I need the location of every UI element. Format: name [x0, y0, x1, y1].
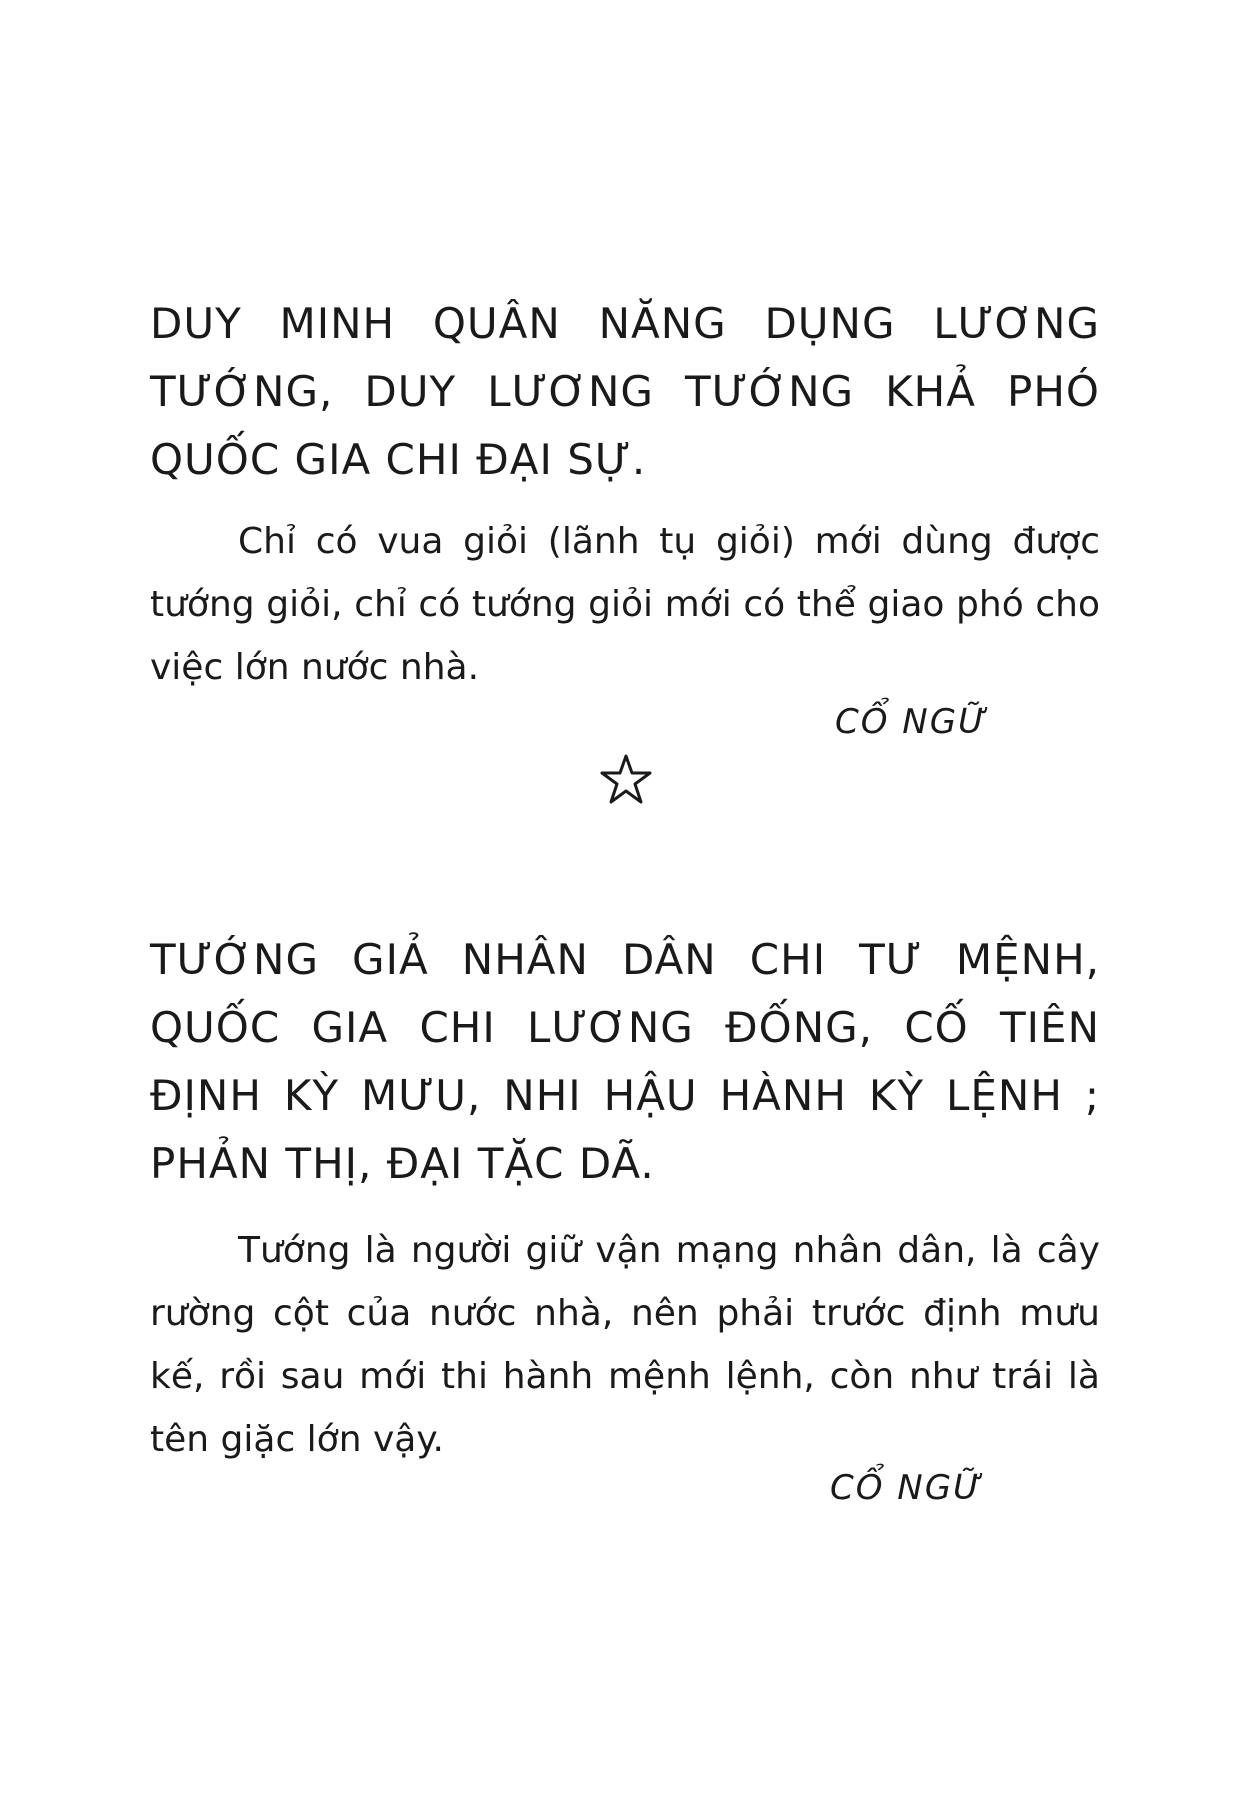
- translation-text: Chỉ có vua giỏi (lãnh tụ giỏi) mới dùng được tướng giỏi, chỉ có tướng giỏi mới có thể giao phó cho việc lớn nước nhà.: [150, 521, 1100, 688]
- source-attribution: CỔ NGỮ: [830, 1468, 984, 1508]
- quote-text: DUY MINH QUÂN NĂNG DỤNG LƯƠNG TƯỚNG, DUY LƯƠNG TƯỚNG KHẢ PHÓ QUỐC GIA CHI ĐẠI SỰ.: [150, 299, 1100, 484]
- translation-text: Tướng là người giữ vận mạng nhân dân, là cây rường cột của nước nhà, nên phải trước định mưu kế, rồi sau mới thi hành mệnh lệnh, còn như trái là tên giặc lớn vậy.: [150, 1230, 1100, 1460]
- source-attribution: CỔ NGỮ: [835, 702, 989, 742]
- quote-text: TƯỚNG GIẢ NHÂN DÂN CHI TƯ MỆNH, QUỐC GIA CHI LƯƠNG ĐỐNG, CỐ TIÊN ĐỊNH KỲ MƯU, NHI HẬU HÀNH KỲ LỆNH ; PHẢN THỊ, ĐẠI TẶC DÃ.: [150, 935, 1100, 1188]
- star-icon: [598, 752, 654, 808]
